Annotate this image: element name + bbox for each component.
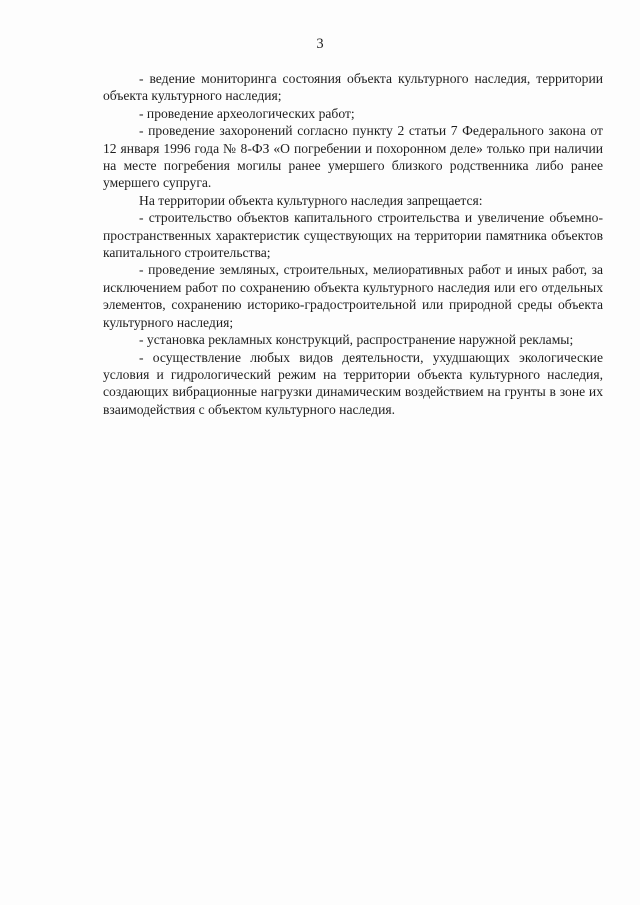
paragraph-construction: - строительство объектов капитального строительства и увеличение объемно-пространственных характеристик существующих на территории памятника объектов капитального строительства;: [103, 210, 603, 261]
paragraph-activities: - осуществление любых видов деятельности, ухудшающих экологические условия и гидрологический режим на территории объекта культурного наследия, создающих вибрационные нагрузки динамическим воздействием на грунты в зоне их взаимодействия с объектом культурного наследия.: [103, 349, 603, 417]
paragraph-archaeology: - проведение археологических работ;: [139, 105, 355, 121]
paragraph-earthworks: - проведение земляных, строительных, мелиоративных работ и иных работ, за исключением работ по сохранению объекта культурного наследия или его отдельных элементов, сохранению историко-градостроительной или природной среды объекта культурного наследия;: [103, 262, 603, 330]
page-number: 3: [316, 36, 324, 52]
paragraph-burials: - проведение захоронений согласно пункту 2 статьи 7 Федерального закона от 12 января 1996 года № 8-ФЗ «О погребении и похоронном деле» только при наличии на месте погребения могилы ранее умершего близкого родственника либо ранее умершего супруга.: [103, 123, 603, 191]
paragraph-prohibitions-intro: На территории объекта культурного наследия запрещается:: [139, 192, 483, 208]
paragraph-advertising: - установка рекламных конструкций, распространение наружной рекламы;: [139, 332, 574, 348]
paragraph-monitoring: - ведение мониторинга состояния объекта культурного наследия, территории объекта культурного наследия;: [103, 71, 603, 104]
document-body: [103, 70, 603, 418]
